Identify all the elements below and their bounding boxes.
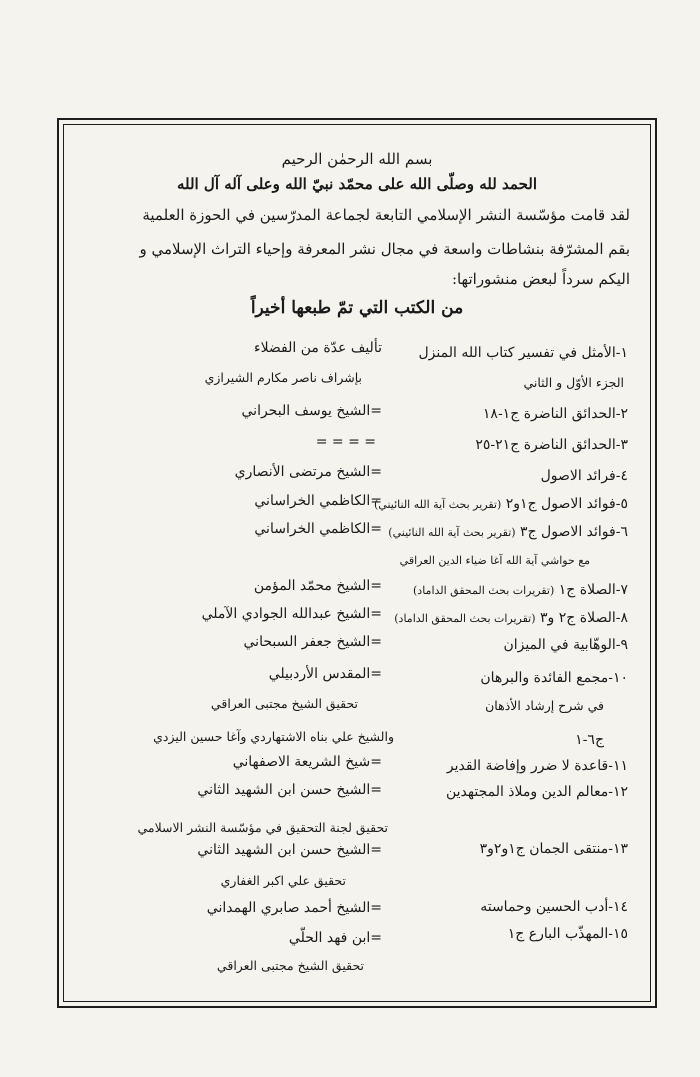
book-author: =شيخ الشريعة الاصفهاني — [232, 754, 382, 770]
book-title-note: (تقرير بحث آية الله النائيني) — [388, 526, 516, 539]
intro-line-2: بقم المشرّفة بنشاطات واسعة في مجال نشر المعرفة وإحياء التراث الإسلامي و — [139, 240, 630, 258]
book-title: ١٠-مجمع الفائدة والبرهان — [480, 670, 628, 686]
book-title-text: ٨-الصلاة ج٢ و٣ — [539, 610, 628, 626]
book-title: ٣-الحدائق الناضرة ج٢١-٢٥ — [475, 437, 628, 453]
book-author: تحقيق لجنة التحقيق في مؤسّسة النشر الاسلامي — [137, 820, 388, 835]
book-title: ٩-الوهّابية في الميزان — [503, 637, 628, 653]
intro-line-3: اليكم سرداً لبعض منشوراتها: — [451, 270, 630, 288]
book-author: =ابن فهد الحلّي — [288, 930, 382, 946]
section-subtitle: من الكتب التي تمّ طبعها أخيراً — [250, 298, 464, 318]
book-author: تحقيق الشيخ مجتبى العراقي — [216, 958, 364, 973]
book-author: =الشيخ عبدالله الجوادي الآملي — [201, 606, 382, 622]
book-author: =الشيخ حسن ابن الشهيد الثاني — [197, 842, 382, 858]
basmala: بسم الله الرحمٰن الرحيم — [281, 150, 433, 168]
book-title: ١-الأمثل في تفسير كتاب الله المنزل — [418, 345, 628, 361]
book-author: = = = = — [315, 434, 376, 450]
book-title — [394, 610, 628, 627]
book-author: تأليف عدّة من الفضلاء — [253, 340, 382, 356]
book-title — [374, 496, 628, 513]
book-author: والشيخ علي بناه الاشتهاردي وآغا حسين اليزدي — [153, 729, 394, 744]
book-title: ١٣-منتقى الجمان ج١و٢و٣ — [479, 841, 628, 857]
publications-page — [70, 128, 644, 996]
book-author: =الشيخ مرتضى الأنصاري — [234, 464, 382, 480]
hamd-line: الحمد لله وصلّى الله على محمّد نبيّ الله وعلى آله آل الله — [176, 175, 538, 193]
book-title-note: (تقريرات بحث المحقق الداماد) — [394, 612, 536, 625]
book-title: ٢-الحدائق الناضرة ج١-١٨ — [482, 406, 628, 422]
book-author: =المقدس الأردبيلي — [268, 666, 382, 682]
book-author: =الشيخ يوسف البحراني — [241, 403, 382, 419]
book-note: مع حواشي آية الله آغا ضياء الدين العراقي — [399, 554, 590, 567]
book-author: بإشراف ناصر مكارم الشيرازي — [204, 370, 362, 385]
book-author: =الشيخ جعفر السبحاني — [243, 634, 382, 650]
book-title-text: ٧-الصلاة ج١ — [558, 582, 628, 598]
book-title: ١٤-أدب الحسين وحماسته — [480, 899, 628, 915]
book-author: =الكاظمي الخراساني — [254, 493, 382, 509]
intro-line-1: لقد قامت مؤسّسة النشر الإسلامي التابعة لجماعة المدرّسين في الحوزة العلمية — [142, 206, 630, 224]
book-title: ٤-فرائد الاصول — [540, 468, 628, 484]
book-title-note: (تقرير بحث آية الله النائيني) — [374, 498, 502, 511]
book-title: في شرح إرشاد الأذهان — [485, 698, 604, 713]
book-title: ج٦-١ — [575, 732, 604, 748]
book-title — [413, 582, 628, 599]
book-title: ١٢-معالم الدين وملاذ المجتهدين — [445, 784, 628, 800]
book-title-text: ٥-فوائد الاصول ج١و٢ — [505, 496, 628, 512]
book-title-text: ٦-فوائد الاصول ج٣ — [520, 524, 628, 540]
book-author: =الكاظمي الخراساني — [254, 521, 382, 537]
book-author: تحقيق الشيخ مجتبى العراقي — [210, 696, 358, 711]
book-author: =الشيخ حسن ابن الشهيد الثاني — [197, 782, 382, 798]
book-title: ١١-قاعدة لا ضرر وإفاضة القدير — [446, 758, 628, 774]
book-title: الجزء الأوّل و الثاني — [523, 375, 624, 390]
book-author: =الشيخ أحمد صابري الهمداني — [206, 900, 382, 916]
book-author: =الشيخ محمّد المؤمن — [253, 578, 382, 594]
book-title — [388, 524, 628, 541]
book-title: ١٥-المهذّب البارع ج١ — [507, 926, 628, 942]
book-author: تحقيق علي اكبر الغفاري — [220, 873, 346, 888]
book-title-note: (تقريرات بحث المحقق الداماد) — [413, 584, 555, 597]
